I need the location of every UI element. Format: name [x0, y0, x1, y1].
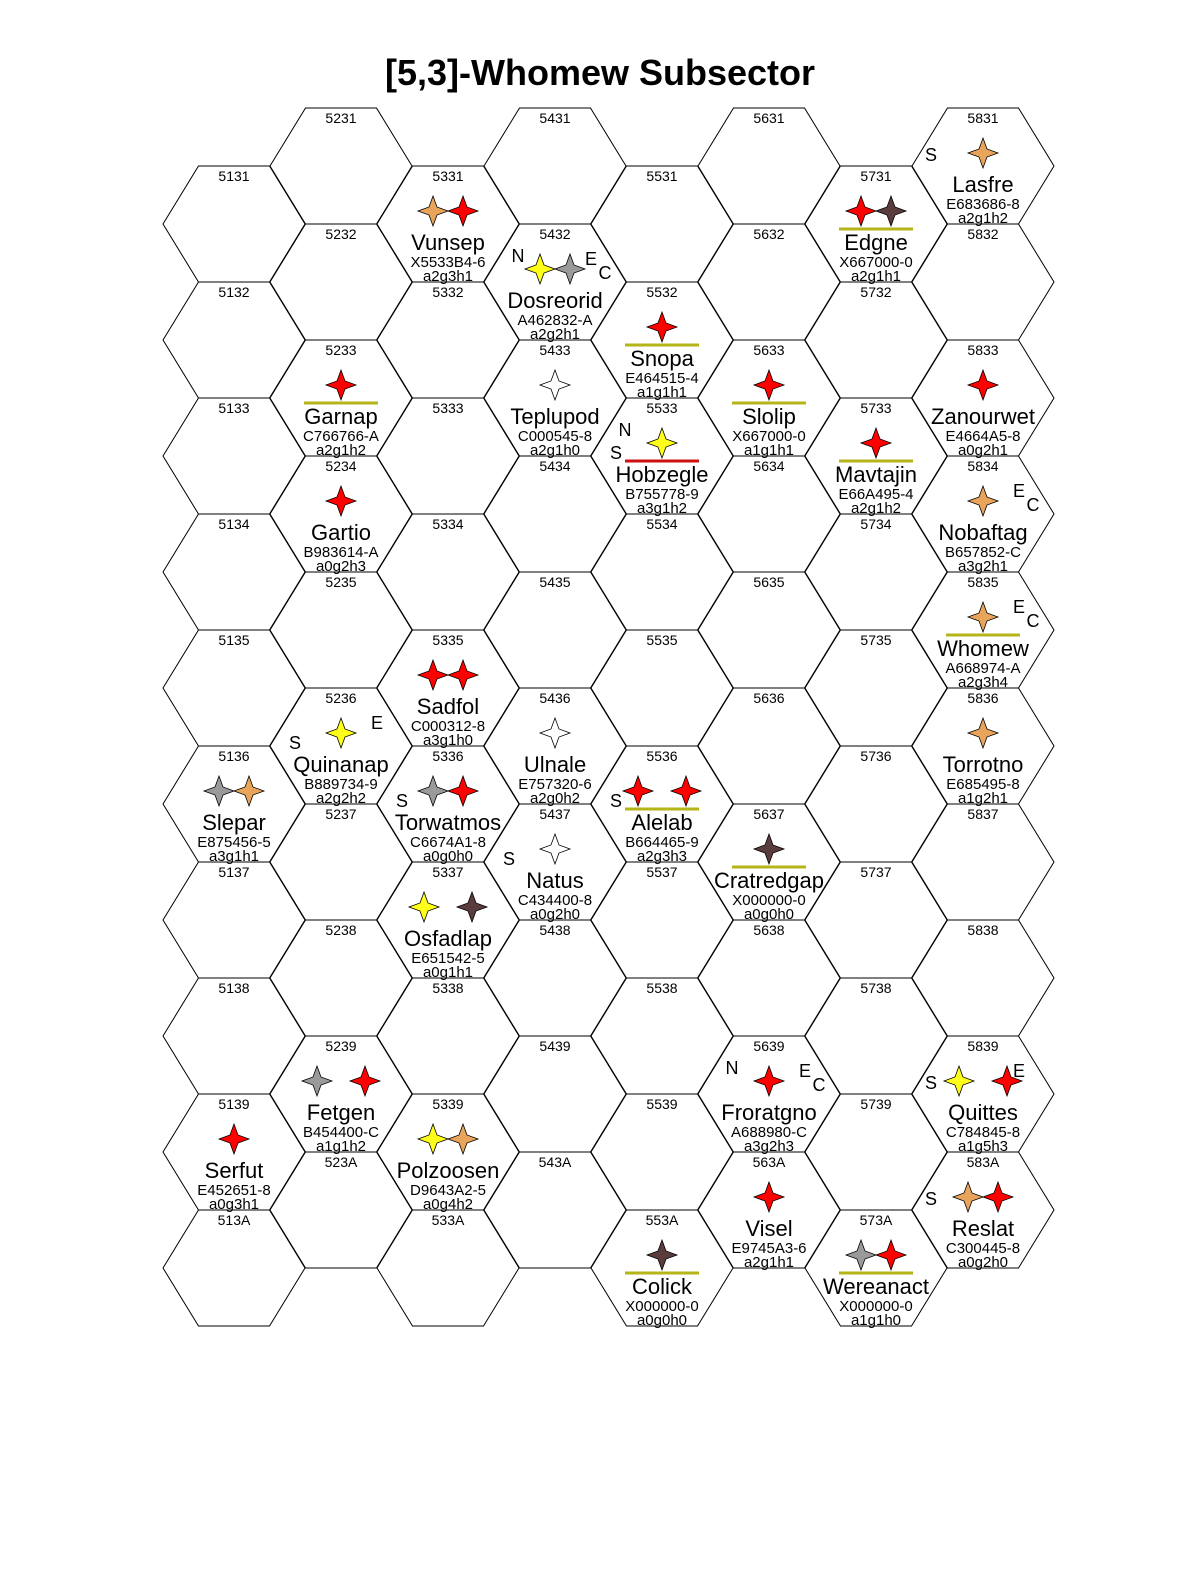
- base-marker: C: [812, 1075, 826, 1095]
- hex-number: 5531: [646, 168, 678, 184]
- hex-number: 5638: [753, 922, 785, 938]
- hex-number: 5234: [325, 458, 357, 474]
- hex-number: 553A: [645, 1212, 679, 1228]
- hex-number: 5534: [646, 516, 678, 532]
- hex-number: 5235: [325, 574, 357, 590]
- world-name: Serfut: [204, 1158, 264, 1183]
- world-name: Torrotno: [942, 752, 1024, 777]
- world-code: a2g1h1: [850, 268, 902, 285]
- world-code: a2g1h0: [529, 442, 581, 459]
- hex-number: 5438: [539, 922, 571, 938]
- hex-number: 5435: [539, 574, 571, 590]
- hex-number: 5736: [860, 748, 892, 764]
- world-name: Nobaftag: [938, 520, 1028, 545]
- hex-number: 5231: [325, 110, 357, 126]
- world-uwp: X667000-0: [839, 254, 913, 271]
- world-code: a0g1h1: [422, 964, 474, 981]
- world-uwp: E683686-8: [946, 196, 1020, 213]
- world-uwp: E757320-6: [518, 776, 592, 793]
- hex-number: 5635: [753, 574, 785, 590]
- world-code: a3g1h2: [636, 500, 688, 517]
- base-marker: C: [598, 263, 612, 283]
- hex-number: 5432: [539, 226, 571, 242]
- world-name: Wereanact: [823, 1274, 929, 1299]
- hex-number: 543A: [538, 1154, 572, 1170]
- hex-number: 5735: [860, 632, 892, 648]
- world-uwp: A462832-A: [517, 312, 593, 329]
- world-name: Sadfol: [416, 694, 480, 719]
- world-uwp: C766766-A: [303, 428, 379, 445]
- world-name: Snopa: [630, 346, 694, 371]
- hex-number: 533A: [431, 1212, 465, 1228]
- hex-number: 5539: [646, 1096, 678, 1112]
- hex-number: 573A: [859, 1212, 893, 1228]
- world-code: a1g2h1: [957, 790, 1009, 807]
- world-code: a1g1h1: [636, 384, 688, 401]
- world-uwp: A688980-C: [731, 1124, 807, 1141]
- world-uwp: X000000-0: [625, 1298, 699, 1315]
- world-code: a2g1h2: [315, 442, 367, 459]
- base-marker: E: [370, 713, 384, 733]
- world-code: a0g2h0: [957, 1254, 1009, 1271]
- base-marker: C: [1026, 611, 1040, 631]
- hex-number: 5837: [967, 806, 999, 822]
- hex-number: 5336: [432, 748, 464, 764]
- hex-number: 5838: [967, 922, 999, 938]
- world-code: a0g2h1: [957, 442, 1009, 459]
- hex-number: 5634: [753, 458, 785, 474]
- hex-number: 5335: [432, 632, 464, 648]
- hex-number: 5431: [539, 110, 571, 126]
- world-uwp: E464515-4: [625, 370, 699, 387]
- world-name: Gartio: [311, 520, 371, 545]
- world-name: Quinanap: [293, 752, 389, 777]
- world-uwp: A668974-A: [945, 660, 1021, 677]
- base-marker: S: [609, 443, 623, 463]
- world-code: a0g2h3: [315, 558, 367, 575]
- hex-number: 5437: [539, 806, 571, 822]
- hex-number: 5839: [967, 1038, 999, 1054]
- hex-number: 5632: [753, 226, 785, 242]
- world-name: Dosreorid: [507, 288, 603, 313]
- world-uwp: D9643A2-5: [410, 1182, 486, 1199]
- hex-number: 5331: [432, 168, 464, 184]
- hex-number: 5536: [646, 748, 678, 764]
- hex-number: 5832: [967, 226, 999, 242]
- world-uwp: E66A495-4: [838, 486, 914, 503]
- hex-number: 583A: [966, 1154, 1000, 1170]
- map-title: [5,3]-Whomew Subsector: [384, 52, 816, 93]
- world-uwp: C6674A1-8: [410, 834, 486, 851]
- world-name: Slepar: [202, 810, 266, 835]
- world-uwp: E651542-5: [411, 950, 485, 967]
- base-marker: E: [798, 1061, 812, 1081]
- world-uwp: B983614-A: [303, 544, 379, 561]
- world-uwp: C300445-8: [945, 1240, 1021, 1257]
- world-uwp: B755778-9: [625, 486, 699, 503]
- hex-number: 5337: [432, 864, 464, 880]
- hex-number: 523A: [324, 1154, 358, 1170]
- hex-number: 5737: [860, 864, 892, 880]
- world-name: Natus: [526, 868, 584, 893]
- world-name: Teplupod: [510, 404, 600, 429]
- world-code: a1g1h2: [315, 1138, 367, 1155]
- hex-number: 5333: [432, 400, 464, 416]
- world-code: a3g1h0: [422, 732, 474, 749]
- hex-number: 5139: [218, 1096, 250, 1112]
- base-marker: N: [511, 246, 525, 266]
- world-code: a0g0h0: [422, 848, 474, 865]
- hex-number: 5732: [860, 284, 892, 300]
- world-code: a2g3h1: [422, 268, 474, 285]
- hex-number: 5233: [325, 342, 357, 358]
- world-name: Garnap: [304, 404, 378, 429]
- base-marker: E: [1012, 1061, 1026, 1081]
- hex-number: 5538: [646, 980, 678, 996]
- hex-number: 5733: [860, 400, 892, 416]
- world-code: a2g1h1: [743, 1254, 795, 1271]
- hex-number: 5834: [967, 458, 999, 474]
- world-name: Hobzegle: [615, 462, 709, 487]
- world-name: Fetgen: [306, 1100, 376, 1125]
- hex-number: 5439: [539, 1038, 571, 1054]
- world-code: a2g3h4: [957, 674, 1009, 691]
- world-name: Reslat: [951, 1216, 1015, 1241]
- world-code: a2g3h3: [636, 848, 688, 865]
- world-code: a0g3h1: [208, 1196, 260, 1213]
- base-marker: E: [1012, 597, 1026, 617]
- hex-number: 5339: [432, 1096, 464, 1112]
- hex-number: 5633: [753, 342, 785, 358]
- world-name: Alelab: [631, 810, 693, 835]
- hex-number: 5836: [967, 690, 999, 706]
- hex-number: 5639: [753, 1038, 785, 1054]
- world-code: a2g0h2: [529, 790, 581, 807]
- base-marker: C: [1026, 495, 1040, 515]
- hex-number: 5138: [218, 980, 250, 996]
- world-uwp: E452651-8: [197, 1182, 271, 1199]
- hex-number: 5332: [432, 284, 464, 300]
- world-uwp: E685495-8: [946, 776, 1020, 793]
- world-name: Slolip: [742, 404, 796, 429]
- base-marker: S: [502, 849, 516, 869]
- world-name: Visel: [745, 1216, 793, 1241]
- hex-number: 5137: [218, 864, 250, 880]
- world-name: Edgne: [844, 230, 908, 255]
- world-uwp: X000000-0: [839, 1298, 913, 1315]
- hex-number: 5436: [539, 690, 571, 706]
- world-uwp: B889734-9: [304, 776, 378, 793]
- hex-number: 5135: [218, 632, 250, 648]
- world-uwp: E4664A5-8: [945, 428, 1021, 445]
- base-marker: E: [1012, 481, 1026, 501]
- world-name: Froratgno: [721, 1100, 817, 1125]
- hex-number: 5434: [539, 458, 571, 474]
- hex-number: 5833: [967, 342, 999, 358]
- world-uwp: E9745A3-6: [731, 1240, 807, 1257]
- world-uwp: B664465-9: [625, 834, 699, 851]
- world-name: Whomew: [937, 636, 1029, 661]
- world-code: a0g4h2: [422, 1196, 474, 1213]
- hex-grid: [163, 108, 1054, 1326]
- world-uwp: E875456-5: [197, 834, 271, 851]
- base-marker: S: [924, 145, 938, 165]
- hex-number: 5739: [860, 1096, 892, 1112]
- world-code: a3g1h1: [208, 848, 260, 865]
- world-code: a2g2h1: [529, 326, 581, 343]
- hex-number: 5232: [325, 226, 357, 242]
- hex-number: 5835: [967, 574, 999, 590]
- world-name: Mavtajin: [835, 462, 917, 487]
- world-name: Polzoosen: [396, 1158, 500, 1183]
- hex-number: 5637: [753, 806, 785, 822]
- world-uwp: X000000-0: [732, 892, 806, 909]
- hex-number: 5132: [218, 284, 250, 300]
- base-marker: N: [618, 420, 632, 440]
- world-uwp: C000312-8: [410, 718, 486, 735]
- world-uwp: X667000-0: [732, 428, 806, 445]
- world-name: Zanourwet: [931, 404, 1035, 429]
- hex-number: 5831: [967, 110, 999, 126]
- world-code: a0g0h0: [743, 906, 795, 923]
- world-uwp: B454400-C: [303, 1124, 379, 1141]
- world-name: Colick: [632, 1274, 692, 1299]
- hex-number: 5636: [753, 690, 785, 706]
- hex-number: 5533: [646, 400, 678, 416]
- world-name: Osfadlap: [403, 926, 493, 951]
- base-marker: S: [609, 791, 623, 811]
- world-uwp: C000545-8: [517, 428, 593, 445]
- hex-number: 5631: [753, 110, 785, 126]
- world-code: a2g1h2: [957, 210, 1009, 227]
- world-uwp: C784845-8: [945, 1124, 1021, 1141]
- world-name: Torwatmos: [394, 810, 502, 835]
- hex-number: 513A: [217, 1212, 251, 1228]
- hex-number: 5238: [325, 922, 357, 938]
- world-code: a3g2h3: [743, 1138, 795, 1155]
- hex-number: 5734: [860, 516, 892, 532]
- hex-number: 5537: [646, 864, 678, 880]
- hex-number: 5532: [646, 284, 678, 300]
- world-name: Vunsep: [411, 230, 485, 255]
- world-uwp: X5533B4-6: [410, 254, 486, 271]
- hex-number: 563A: [752, 1154, 786, 1170]
- hex-number: 5535: [646, 632, 678, 648]
- world-code: a0g2h0: [529, 906, 581, 923]
- hex-number: 5237: [325, 806, 357, 822]
- world-name: Quittes: [948, 1100, 1018, 1125]
- world-uwp: C434400-8: [517, 892, 593, 909]
- world-code: a3g2h1: [957, 558, 1009, 575]
- world-code: a2g2h2: [315, 790, 367, 807]
- hex-number: 5239: [325, 1038, 357, 1054]
- hex-number: 5338: [432, 980, 464, 996]
- hex-number: 5134: [218, 516, 250, 532]
- world-name: Lasfre: [952, 172, 1014, 197]
- base-marker: E: [584, 249, 598, 269]
- hex-number: 5133: [218, 400, 250, 416]
- world-name: Cratredgap: [713, 868, 825, 893]
- world-name: Ulnale: [523, 752, 587, 777]
- hex-number: 5334: [432, 516, 464, 532]
- base-marker: S: [924, 1189, 938, 1209]
- world-code: a1g1h1: [743, 442, 795, 459]
- base-marker: S: [288, 733, 302, 753]
- hex-number: 5136: [218, 748, 250, 764]
- base-marker: S: [395, 791, 409, 811]
- hex-number: 5738: [860, 980, 892, 996]
- hex-number: 5433: [539, 342, 571, 358]
- base-marker: N: [725, 1058, 739, 1078]
- world-uwp: B657852-C: [945, 544, 1021, 561]
- world-code: a1g1h0: [850, 1312, 902, 1329]
- base-marker: S: [924, 1073, 938, 1093]
- world-code: a0g0h0: [636, 1312, 688, 1329]
- world-code: a1g5h3: [957, 1138, 1009, 1155]
- world-code: a2g1h2: [850, 500, 902, 517]
- hex-number: 5731: [860, 168, 892, 184]
- hex-number: 5236: [325, 690, 357, 706]
- hex-number: 5131: [218, 168, 250, 184]
